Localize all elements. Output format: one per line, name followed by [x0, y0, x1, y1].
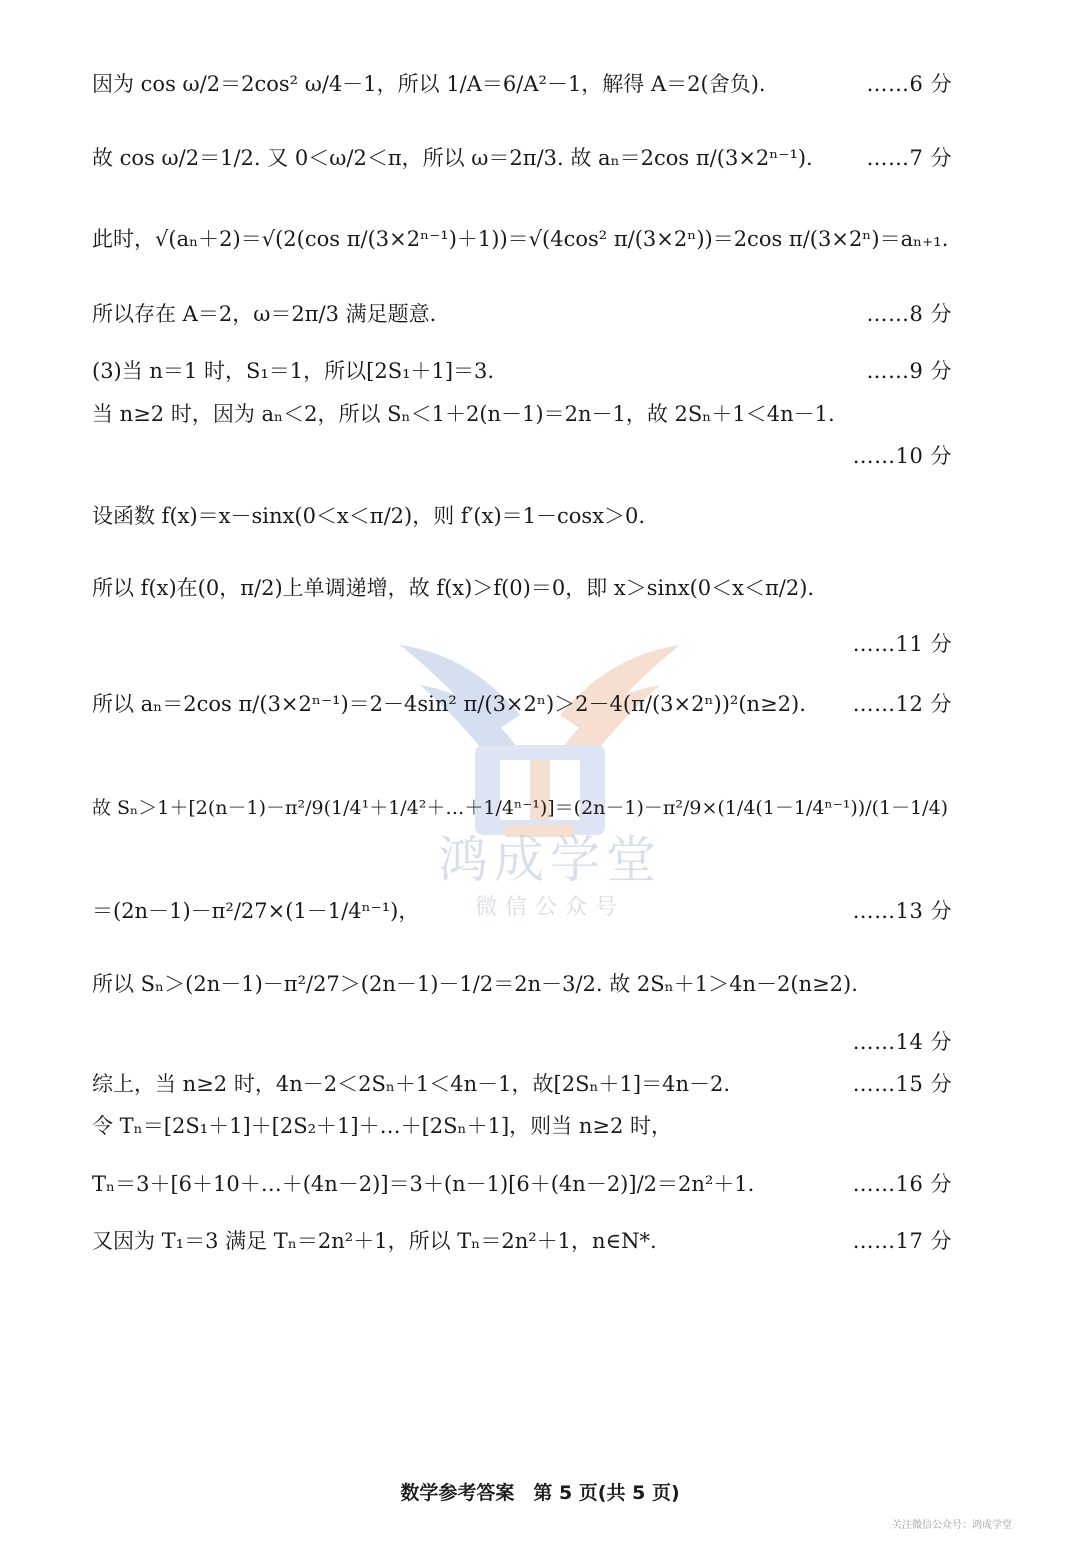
solution-line — [92, 142, 952, 172]
watermark-title: 鸿成学堂 — [438, 831, 662, 889]
solution-line — [92, 793, 952, 820]
equation-text: 此时，√(aₙ＋2)＝√(2(cos π/(3×2ⁿ⁻¹)＋1))＝√(4cos² π/(3×2ⁿ))＝2cos π/(3×2ⁿ)＝aₙ₊₁. — [92, 227, 949, 251]
solution-line — [92, 968, 952, 998]
solution-line — [92, 298, 952, 328]
score-mark: ……7 分 — [866, 146, 952, 170]
score-mark: ……16 分 — [852, 1172, 952, 1196]
equation-text: Tₙ＝3＋[6＋10＋…＋(4n－2)]＝3＋(n－1)[6＋(4n－2)]/2＝2n²＋1. — [92, 1172, 755, 1196]
solution-line — [92, 223, 952, 253]
solution-line — [92, 895, 952, 925]
equation-text: 又因为 T₁＝3 满足 Tₙ＝2n²＋1，所以 Tₙ＝2n²＋1，n∈N*. — [92, 1229, 657, 1253]
solution-line — [92, 68, 952, 98]
equation-text: 故 cos ω/2＝1/2. 又 0＜ω/2＜π，所以 ω＝2π/3. 故 aₙ＝2cos π/(3×2ⁿ⁻¹). — [92, 146, 813, 170]
solution-line — [92, 1068, 952, 1098]
corner-note: 关注微信公众号：鸿成学堂 — [892, 1520, 1012, 1531]
page-footer: 数学参考答案 第 5 页(共 5 页) — [400, 1482, 680, 1504]
solution-line — [92, 572, 952, 602]
solution-line — [92, 500, 952, 530]
score-mark: ……10 分 — [852, 444, 952, 468]
solution-line — [92, 398, 952, 428]
solution-line — [92, 1168, 952, 1198]
equation-text: 所以 f(x)在(0，π/2)上单调递增，故 f(x)＞f(0)＝0，即 x＞sinx(0＜x＜π/2). — [92, 576, 815, 600]
equation-text: 所以 aₙ＝2cos π/(3×2ⁿ⁻¹)＝2－4sin² π/(3×2ⁿ)＞2－4(π/(3×2ⁿ))²(n≥2). — [92, 692, 806, 716]
score-mark: ……14 分 — [852, 1030, 952, 1054]
equation-text: 当 n≥2 时，因为 aₙ＜2，所以 Sₙ＜1＋2(n－1)＝2n－1，故 2Sₙ＋1＜4n－1. — [92, 402, 835, 426]
score-mark: ……12 分 — [852, 692, 952, 716]
equation-text: ＝(2n－1)－π²/27×(1－1/4ⁿ⁻¹)， — [92, 899, 420, 923]
equation-text: (3)当 n＝1 时，S₁＝1，所以[2S₁＋1]＝3. — [92, 359, 495, 383]
score-mark: ……11 分 — [852, 632, 952, 656]
score-mark: ……13 分 — [852, 899, 952, 923]
equation-text: 故 Sₙ＞1＋[2(n－1)－π²/9(1/4¹＋1/4²＋…＋1/4ⁿ⁻¹)]＝(2n－1)－π²/9×(1/4(1－1/4ⁿ⁻¹))/(1－1/4) — [92, 797, 949, 819]
equation-text: 因为 cos ω/2＝2cos² ω/4－1，所以 1/A＝6/A²－1，解得 A＝2(舍负). — [92, 72, 766, 96]
score-mark: ……6 分 — [866, 72, 952, 96]
equation-text: 令 Tₙ＝[2S₁＋1]＋[2S₂＋1]＋…＋[2Sₙ＋1]，则当 n≥2 时， — [92, 1114, 673, 1138]
equation-text: 所以存在 A＝2，ω＝2π/3 满足题意. — [92, 302, 437, 326]
solution-line — [92, 355, 952, 385]
equation-text: 所以 Sₙ＞(2n－1)－π²/27＞(2n－1)－1/2＝2n－3/2. 故 2Sₙ＋1＞4n－2(n≥2). — [92, 972, 858, 996]
score-mark: ……9 分 — [866, 359, 952, 383]
score-mark: ……15 分 — [852, 1072, 952, 1096]
equation-text: 设函数 f(x)＝x－sinx(0＜x＜π/2)，则 f′(x)＝1－cosx＞0. — [92, 504, 646, 528]
equation-text: 综上，当 n≥2 时，4n－2＜2Sₙ＋1＜4n－1，故[2Sₙ＋1]＝4n－2. — [92, 1072, 731, 1096]
watermark-subtitle: 微信公众号 — [474, 895, 625, 920]
solution-line — [92, 1110, 952, 1140]
solution-line — [92, 1225, 952, 1255]
solution-line — [92, 688, 952, 718]
score-mark: ……8 分 — [866, 302, 952, 326]
score-mark: ……17 分 — [852, 1229, 952, 1253]
